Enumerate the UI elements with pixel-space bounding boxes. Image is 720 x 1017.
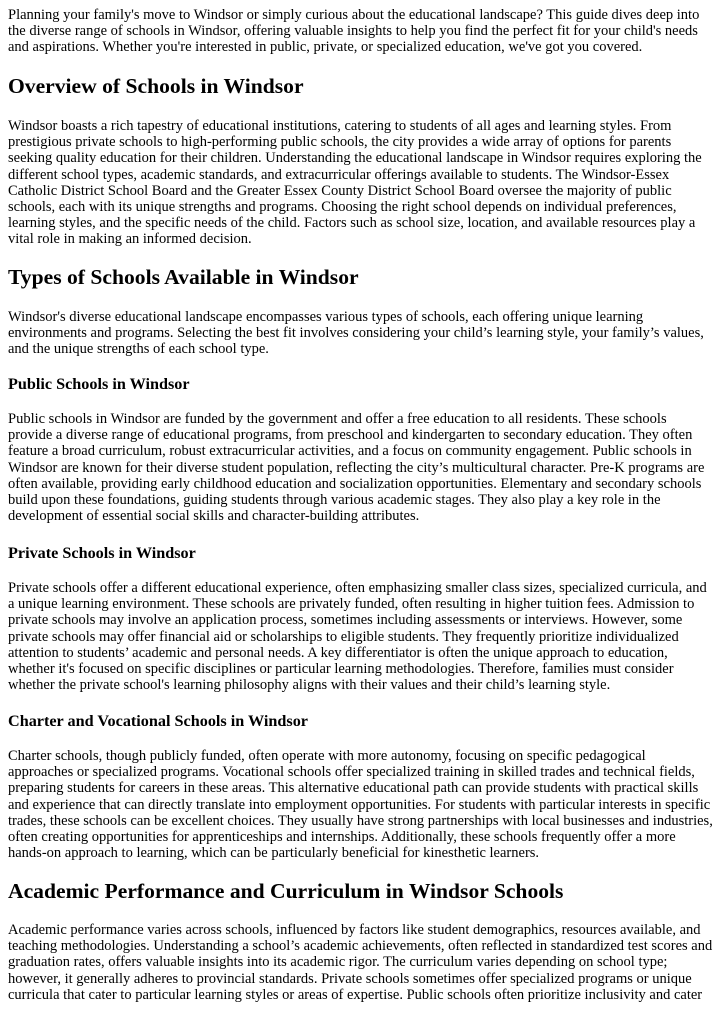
paragraph-charter-vocational-schools: Charter schools, though publicly funded, often operate with more autonomy, focusing on specific pedagogical approaches or specialized programs. Vocational schools offer specialized training in skilled trades and technical fields, preparing students for careers in these areas. This alternative educational path can provide students with practical skills and experience that can directly translate into employment opportunities. For students with particular interests in specific trades, these schools can be excellent choices. They usually have strong partnerships with local businesses and industries, often creating opportunities for apprenticeships and internships. Additionally, these schools frequently offer a more hands-on approach to learning, which can be particularly beneficial for kinesthetic learners. xyxy=(8,748,713,862)
heading-academic-performance: Academic Performance and Curriculum in Windsor Schools xyxy=(8,879,564,903)
heading-charter-vocational-schools: Charter and Vocational Schools in Windsor xyxy=(8,712,308,730)
paragraph-private-schools: Private schools offer a different educational experience, often emphasizing smaller class sizes, specialized curricula, and a unique learning environment. These schools are privately funded, often resulting in higher tuition fees. Admission to private schools may involve an application process, sometimes including assessments or interviews. However, some private schools may offer financial aid or scholarships to eligible students. They frequently prioritize individualized attention to students’ academic and personal needs. A key differentiator is often the unique approach to education, whether it's focused on specific disciplines or particular learning methodologies. Therefore, families must consider whether the private school's learning philosophy aligns with their values and their child’s learning style. xyxy=(8,580,707,694)
heading-private-schools: Private Schools in Windsor xyxy=(8,544,196,562)
heading-overview: Overview of Schools in Windsor xyxy=(8,74,304,98)
heading-public-schools: Public Schools in Windsor xyxy=(8,375,190,393)
paragraph-types-of-schools: Windsor's diverse educational landscape encompasses various types of schools, each offering unique learning environments and programs. Selecting the best fit involves considering your child’s learning style, your family’s values, and the unique strengths of each school type. xyxy=(8,309,704,358)
heading-types-of-schools: Types of Schools Available in Windsor xyxy=(8,265,359,289)
paragraph-overview: Windsor boasts a rich tapestry of educational institutions, catering to students of all ages and learning styles. From prestigious private schools to high-performing public schools, the city provides a wide array of options for parents seeking quality education for their children. Understanding the educational landscape in Windsor requires exploring the different school types, academic standards, and extracurricular offerings available to students. The Windsor-Essex Catholic District School Board and the Greater Essex County District School Board oversee the majority of public schools, each with its unique strengths and programs. Choosing the right school depends on individual preferences, learning styles, and the specific needs of the child. Factors such as school size, location, and available resources play a vital role in making an informed decision. xyxy=(8,118,702,248)
paragraph-academic-performance: Academic performance varies across schools, influenced by factors like student demographics, resources available, and teaching methodologies. Understanding a school’s academic achievements, often reflected in standardized test scores and graduation rates, offers valuable insights into its academic rigor. The curriculum varies depending on school type; however, it generally adheres to provincial standards. Private schools sometimes offer specialized programs or unique curricula that cater to particular learning styles or areas of expertise. Public schools often prioritize inclusivity and cater xyxy=(8,922,713,1003)
paragraph-public-schools: Public schools in Windsor are funded by the government and offer a free education to all residents. These schools provide a diverse range of educational programs, from preschool and kindergarten to secondary education. They often feature a broad curriculum, robust extracurricular activities, and a focus on community engagement. Public schools in Windsor are known for their diverse student population, reflecting the city’s multicultural character. Pre-K programs are often available, providing early childhood education and socialization opportunities. Elementary and secondary schools build upon these foundations, guiding students through various academic stages. They also play a key role in the development of essential social skills and character-building attributes. xyxy=(8,411,705,525)
intro-paragraph: Planning your family's move to Windsor or simply curious about the educational landscape? This guide dives deep into the diverse range of schools in Windsor, offering valuable insights to help you find the perfect fit for your child's needs and aspirations. Whether you're interested in public, private, or specialized education, we've got you covered. xyxy=(8,7,700,56)
